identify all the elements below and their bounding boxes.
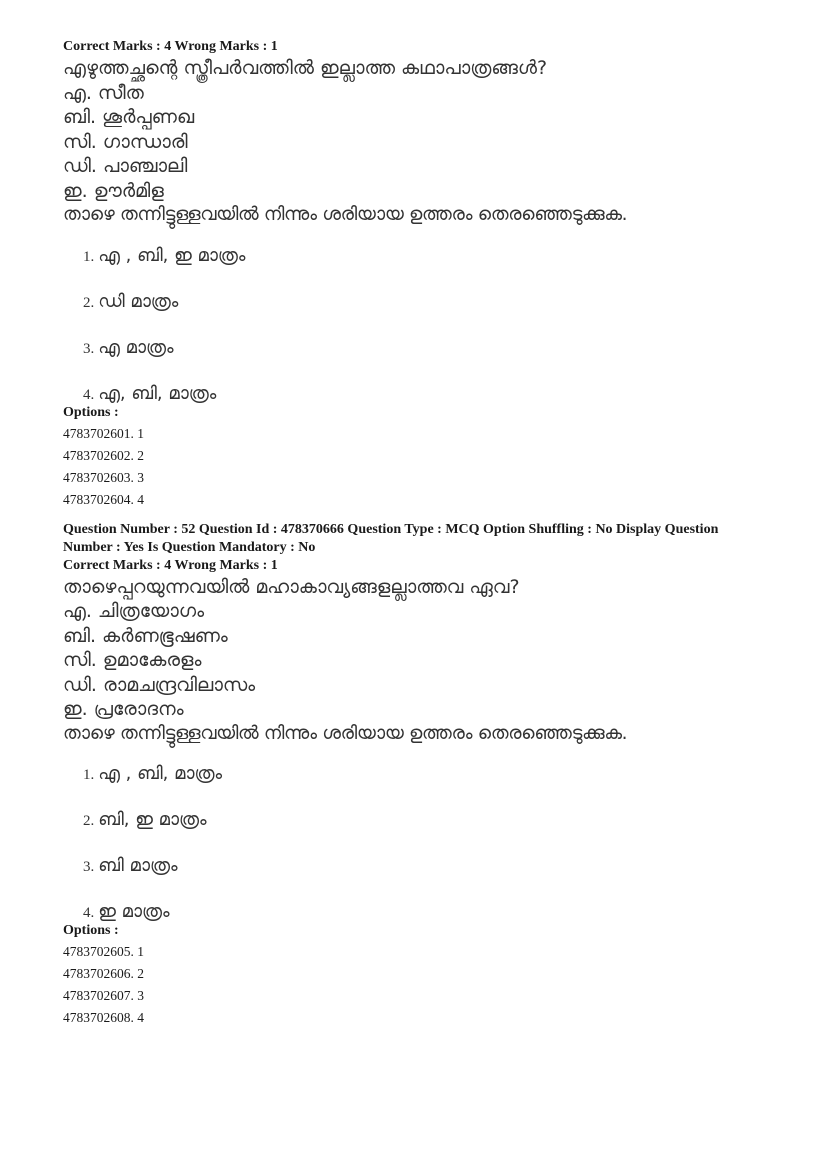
statement-item: ഡി. പാഞ്ചാലി xyxy=(63,155,188,177)
answer-choice xyxy=(83,759,783,805)
statement-item: ബി. കർണഭൂഷണം xyxy=(63,624,228,647)
question-paper-page xyxy=(63,38,783,1029)
choice-number: 2. xyxy=(83,813,95,829)
instruction: താഴെ തന്നിട്ടുള്ളവയിൽ നിന്നും ശരിയായ ഉത്തരം തെരഞ്ഞെടുക്കുക. xyxy=(63,722,628,744)
choice-text: ബി, ഇ മാത്രം xyxy=(98,809,207,830)
answer-choices xyxy=(63,241,783,403)
statement-item: ഡി. രാമചന്ദ്രവിലാസം xyxy=(63,673,256,696)
choice-text: എ, ബി, മാത്രം xyxy=(98,382,217,404)
choice-text: ഇ മാത്രം xyxy=(98,901,170,922)
choice-text: ബി മാത്രം xyxy=(98,855,178,876)
answer-choice xyxy=(83,897,783,921)
choice-text: എ , ബി, മാത്രം xyxy=(98,763,223,784)
question-stem: എഴുത്തച്ഛന്റെ സ്ത്രീപർവത്തിൽ ഇല്ലാത്ത കഥാപാത്രങ്ങൾ? xyxy=(63,57,548,79)
statement-item: സി. ഉമാകേരളം xyxy=(63,649,202,671)
answer-choice xyxy=(83,805,783,851)
statement-item: എ. സീത xyxy=(63,81,144,104)
answer-choices xyxy=(63,759,783,921)
option-id-row: 4783702601. 1 xyxy=(63,425,144,441)
marks-line: Correct Marks : 4 Wrong Marks : 1 xyxy=(63,557,278,573)
choice-number: 4. xyxy=(83,905,95,921)
choice-text: എ മാത്രം xyxy=(98,336,174,358)
instruction: താഴെ തന്നിട്ടുള്ളവയിൽ നിന്നും ശരിയായ ഉത്തരം തെരഞ്ഞെടുക്കുക. xyxy=(63,204,628,225)
choice-text: ഡി മാത്രം xyxy=(98,290,179,312)
statement-item: ബി. ശൂർപ്പണഖ xyxy=(63,106,195,128)
statement-item: എ. ചിത്രയോഗം xyxy=(63,600,205,622)
question-51 xyxy=(63,38,783,511)
option-id-row: 4783702607. 3 xyxy=(63,988,144,1003)
choice-number: 3. xyxy=(83,859,95,875)
choice-text: എ , ബി, ഇ മാത്രം xyxy=(98,244,246,266)
answer-choice xyxy=(83,241,783,287)
option-id-row: 4783702603. 3 xyxy=(63,469,144,485)
options-label: Options : xyxy=(63,404,119,420)
choice-number: 2. xyxy=(83,294,95,311)
answer-choice xyxy=(83,379,783,403)
answer-choice xyxy=(83,333,783,379)
options-label: Options : xyxy=(63,923,119,938)
choice-number: 4. xyxy=(83,386,95,403)
choice-number: 1. xyxy=(83,767,95,783)
option-id-row: 4783702602. 2 xyxy=(63,447,144,463)
marks-line: Correct Marks : 4 Wrong Marks : 1 xyxy=(63,39,278,54)
option-id-row: 4783702608. 4 xyxy=(63,1010,144,1025)
question-header-continued: Number : Yes Is Question Mandatory : No xyxy=(63,539,316,555)
statement-item: സി. ഗാന്ധാരി xyxy=(63,130,188,153)
question-header: Question Number : 52 Question Id : 478370666 Question Type : MCQ Option Shuffling : No Display Question xyxy=(63,521,719,537)
option-id-row: 4783702605. 1 xyxy=(63,944,144,959)
option-id-row: 4783702604. 4 xyxy=(63,491,144,507)
option-id-row: 4783702606. 2 xyxy=(63,966,144,981)
choice-number: 1. xyxy=(83,248,95,265)
choice-number: 3. xyxy=(83,340,95,357)
answer-choice xyxy=(83,287,783,333)
statement-item: ഇ. പ്രരോദനം xyxy=(63,698,184,720)
answer-choice xyxy=(83,851,783,897)
question-stem: താഴെപ്പറയുന്നവയിൽ മഹാകാവ്യങ്ങളല്ലാത്തവ ഏവ? xyxy=(63,575,520,598)
question-52 xyxy=(63,521,783,1030)
statement-item: ഇ. ഊർമിള xyxy=(63,179,164,202)
